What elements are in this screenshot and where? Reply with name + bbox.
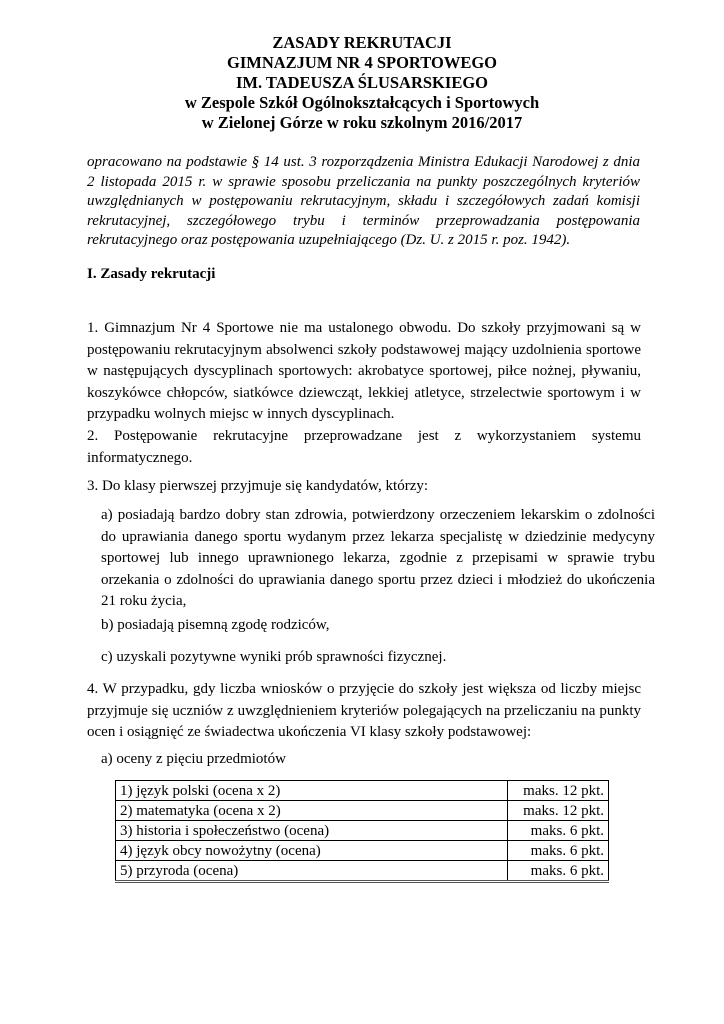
paragraph-3c: c) uzyskali pozytywne wyniki prób sprawności fizycznej. bbox=[101, 649, 447, 665]
paragraph-3b: b) posiadają pisemną zgodę rodziców, bbox=[101, 617, 330, 633]
table-row bbox=[116, 781, 609, 801]
section-heading: I. Zasady rekrutacji bbox=[87, 266, 216, 282]
subject-cell: 2) matematyka (ocena x 2) bbox=[116, 801, 508, 821]
points-cell: maks. 6 pkt. bbox=[508, 841, 609, 861]
title-line-4: w Zespole Szkół Ogólnokształcących i Sportowych bbox=[184, 93, 540, 112]
title-line-1: ZASADY REKRUTACJI bbox=[272, 33, 452, 52]
paragraph-4a: a) oceny z pięciu przedmiotów bbox=[101, 751, 286, 767]
points-cell: maks. 12 pkt. bbox=[508, 781, 609, 801]
paragraph-2: 2. Postępowanie rekrutacyjne przeprowadzane jest z wykorzystaniem systemu informatycznego. bbox=[87, 428, 641, 466]
subject-cell: 3) historia i społeczeństwo (ocena) bbox=[116, 821, 508, 841]
subject-cell: 1) język polski (ocena x 2) bbox=[116, 781, 508, 801]
table-row bbox=[116, 841, 609, 861]
paragraph-3: 3. Do klasy pierwszej przyjmuje się kandydatów, którzy: bbox=[87, 478, 429, 494]
paragraph-1: 1. Gimnazjum Nr 4 Sportowe nie ma ustalonego obwodu. Do szkoły przyjmowani są w postępowaniu rekrutacyjnym absolwenci szkoły podstawowej mający uzdolnienia sportowe w następujących dyscyplinach sportowych: akrobatyce sportowej, piłce nożnej, pływaniu, koszykówce chłopców, siatkówce dziewcząt, lekkiej atletyce, strzelectwie sportowym i w przypadku wolnych miejsc w innych dyscyplinach. bbox=[87, 320, 641, 422]
points-cell: maks. 6 pkt. bbox=[508, 861, 609, 882]
intro-paragraph: opracowano na podstawie § 14 ust. 3 rozporządzenia Ministra Edukacji Narodowej z dnia 2 listopada 2015 r. w sprawie sposobu przeliczania na punkty poszczególnych kryteriów uwzględnianych w postępowaniu rekrutacyjnym, składu i szczegółowych zadań komisji rekrutacyjnej, szczegółowego trybu i terminów przeprowadzania postępowania rekrutacyjnego oraz postępowania uzupełniającego (Dz. U. z 2015 r. poz. 1942). bbox=[87, 154, 640, 248]
title-line-2: GIMNAZJUM NR 4 SPORTOWEGO bbox=[226, 53, 497, 72]
document-title bbox=[0, 33, 724, 133]
points-cell: maks. 6 pkt. bbox=[508, 821, 609, 841]
paragraph-3a: a) posiadają bardzo dobry stan zdrowia, potwierdzony orzeczeniem lekarskim o zdolności do uprawiania danego sportu wydanym przez lekarza specjalistę w dziedzinie medycyny sportowej lub innego uprawnionego lekarza, zgodnie z przepisami w sprawie trybu orzekania o zdolności do uprawiania danego sportu przez dzieci i młodzież do ukończenia 21 roku życia, bbox=[101, 507, 655, 609]
subject-cell: 4) język obcy nowożytny (ocena) bbox=[116, 841, 508, 861]
subject-cell: 5) przyroda (ocena) bbox=[116, 861, 508, 882]
title-line-5: w Zielonej Górze w roku szkolnym 2016/2017 bbox=[201, 113, 523, 132]
points-cell: maks. 12 pkt. bbox=[508, 801, 609, 821]
table-row bbox=[116, 821, 609, 841]
title-line-3: IM. TADEUSZA ŚLUSARSKIEGO bbox=[235, 73, 488, 92]
grades-table bbox=[115, 780, 609, 883]
paragraph-4: 4. W przypadku, gdy liczba wniosków o przyjęcie do szkoły jest większa od liczby miejsc przyjmuje się uczniów z uwzględnieniem kryteriów polegających na przeliczaniu na punkty ocen i osiągnięć ze świadectwa ukończenia VI klasy szkoły podstawowej: bbox=[87, 681, 641, 740]
table-row bbox=[116, 801, 609, 821]
table-row bbox=[116, 861, 609, 882]
